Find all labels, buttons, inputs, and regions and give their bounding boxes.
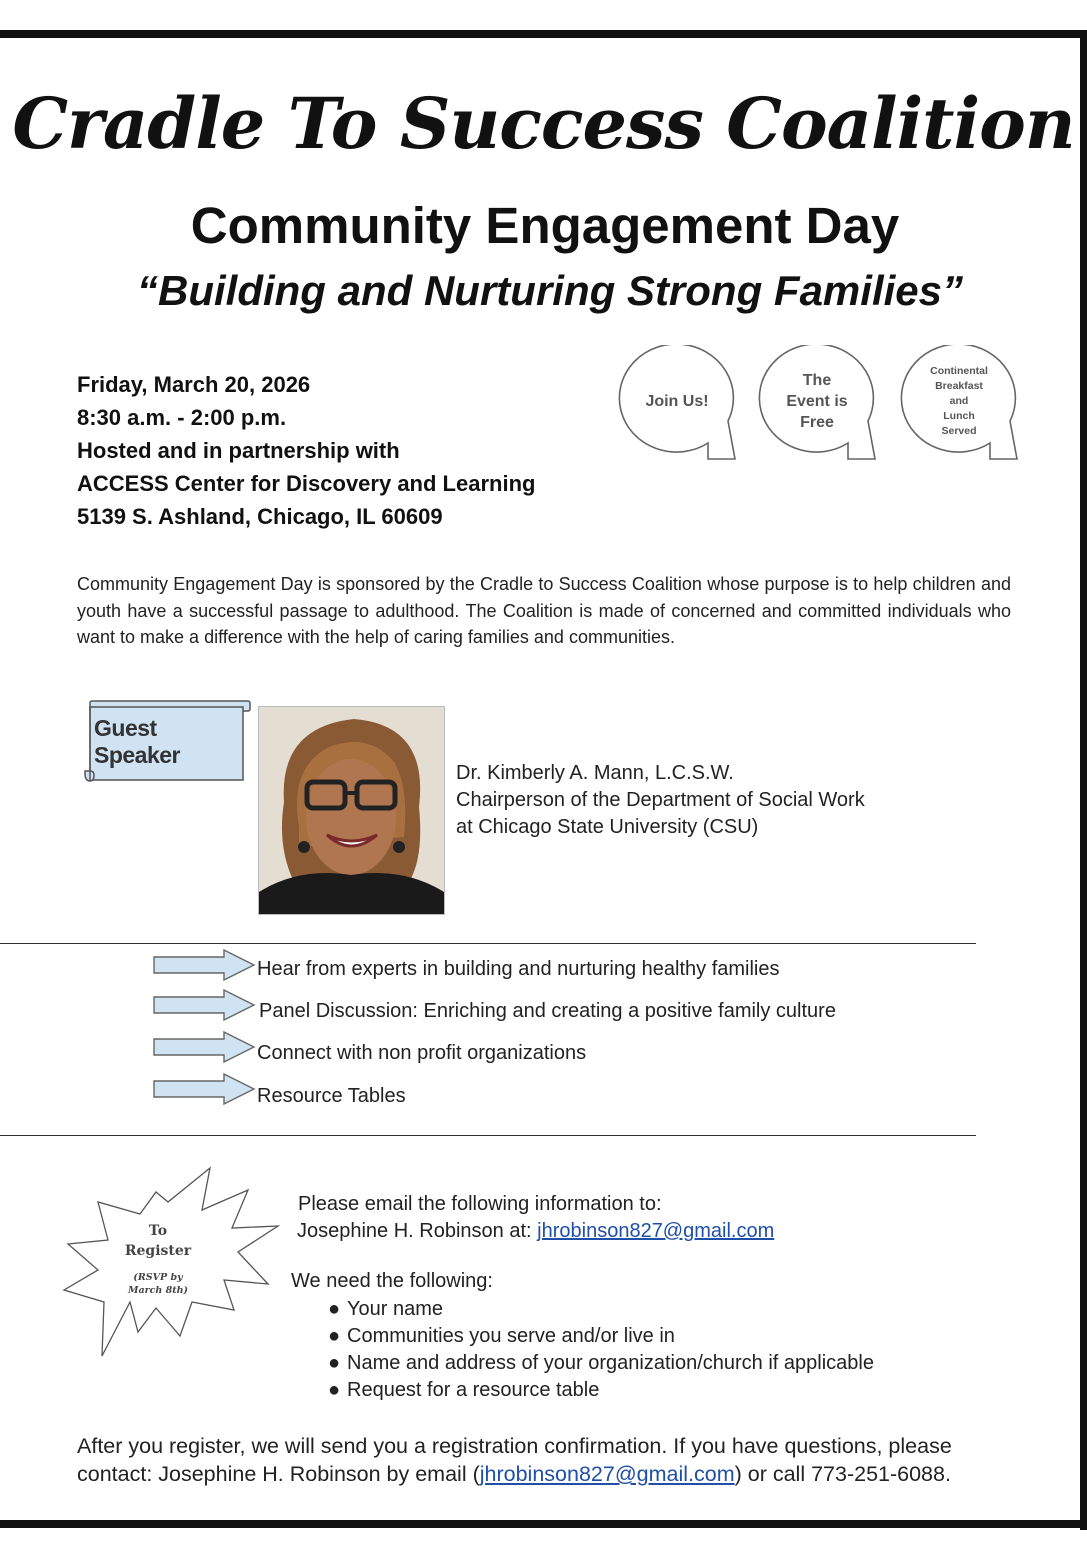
speaker-info [456,760,865,841]
rsvp-line: March 8th) [127,1285,189,1296]
event-free-line: Event is [786,392,848,410]
intro-paragraph: Community Engagement Day is sponsored by the Cradle to Success Coalition whose purpose is to help children and youth have a successful passage to adulthood. The Coalition is made of concerned and committed individuals who want to make a difference with the help of caring families and communities. [77,574,1011,647]
event-date: Friday, March 20, 2026 [77,372,311,397]
list-item: ● Your name [328,1298,443,1320]
contact-prefix: Josephine H. Robinson at: [297,1220,538,1242]
event-free-text [766,345,868,457]
highlight-item: Connect with non profit organizations [257,1042,587,1064]
arrow-right-icon [152,1030,256,1064]
event-details [77,368,535,533]
arrow-right-icon [152,988,256,1022]
register-star-label [112,1221,204,1261]
breakfast-lunch-text [908,345,1010,457]
divider-line [0,943,976,944]
food-line: Lunch [943,409,975,422]
event-venue: ACCESS Center for Discovery and Learning [77,471,536,496]
event-address: 5139 S. Ashland, Chicago, IL 60609 [77,504,443,529]
join-us-text: Join Us! [645,392,709,410]
list-item: ● Communities you serve and/or live in [328,1325,675,1347]
email-link[interactable]: jhrobinson827@gmail.com [537,1220,775,1242]
food-line: Continental [930,364,988,377]
list-item-text: Request for a resource table [347,1379,600,1401]
rsvp-deadline [112,1271,204,1297]
event-free-line: The [802,371,832,389]
event-time: 8:30 a.m. - 2:00 p.m. [77,405,287,430]
food-line: and [949,394,969,407]
closing-text-end: ) or call 773-251-6088. [734,1462,951,1486]
highlight-item: Hear from experts in building and nurturing healthy families [257,958,780,980]
contact-line [297,1220,774,1243]
guest-speaker-label: Guest Speaker [94,715,181,768]
event-free-line: Free [800,413,834,431]
closing-email-link[interactable]: jhrobinson827@gmail.com [479,1462,735,1486]
closing-paragraph [77,1432,1007,1488]
speaker-org: at Chicago State University (CSU) [456,816,759,838]
divider-line [0,1135,976,1136]
closing-text-start: After you register, we will send you a registration confirmation. If you have questions, please contact: Josephine H. Robinson by email ( [77,1434,952,1486]
event-host-line: Hosted and in partnership with [77,438,400,463]
highlight-item: Panel Discussion: Enriching and creating a positive family culture [259,1000,836,1022]
register-star-line: To [148,1223,168,1239]
speaker-name: Dr. Kimberly A. Mann, L.C.S.W. [456,762,734,784]
list-item-text: Communities you serve and/or live in [347,1325,675,1347]
event-tagline: “Building and Nurturing Strong Families” [137,267,963,314]
speaker-portrait-illustration [259,707,444,914]
arrow-right-icon [152,1072,256,1106]
speaker-photo [258,706,445,915]
needs-list [328,1296,874,1404]
frame-right-border [1080,30,1087,1530]
list-item-text: Name and address of your organization/church if applicable [347,1352,874,1374]
frame-bottom-border [0,1520,1087,1528]
email-prompt: Please email the following information to: [298,1193,662,1215]
breakfast-lunch-bubble [898,345,1020,463]
arrow-right-icon [152,948,256,982]
highlight-item: Resource Tables [257,1085,406,1107]
list-item: ● Name and address of your organization/church if applicable [328,1352,874,1374]
event-free-bubble [756,345,878,463]
register-star-line: Register [124,1243,192,1259]
frame-top-border [0,30,1087,38]
food-line: Served [941,424,977,437]
speaker-role: Chairperson of the Department of Social Work [456,789,865,811]
starburst-icon [52,1162,282,1362]
food-line: Breakfast [935,379,983,392]
rsvp-line: (RSVP by [133,1272,183,1283]
event-subtitle: Community Engagement Day [190,197,900,254]
coalition-title: Cradle To Success Coalition [12,82,1075,165]
list-item-text: Your name [347,1298,443,1320]
list-item: ● Request for a resource table [328,1379,600,1401]
join-us-bubble [616,345,738,463]
needs-heading: We need the following: [291,1270,493,1292]
